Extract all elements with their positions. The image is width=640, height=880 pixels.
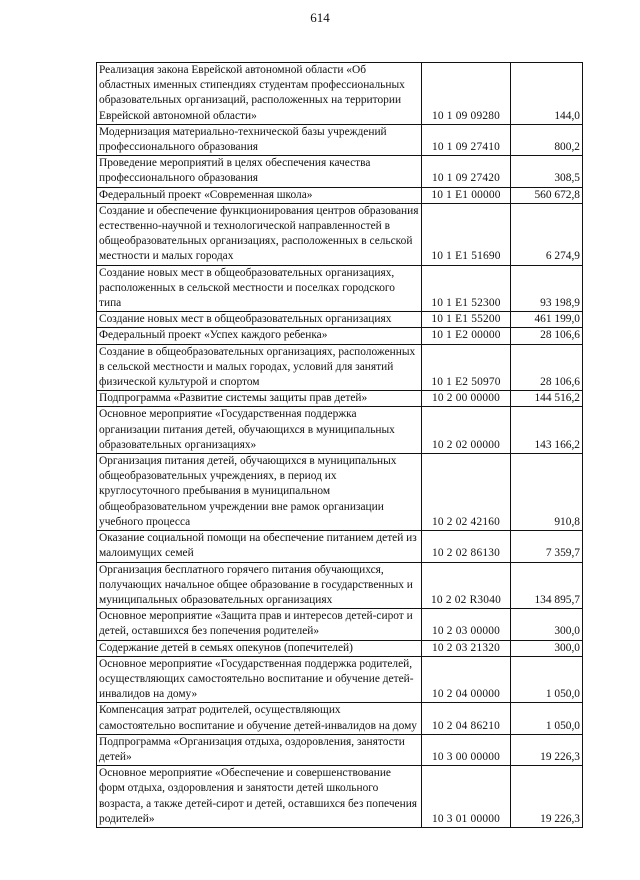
table-row bbox=[97, 124, 583, 155]
table-row bbox=[97, 156, 583, 187]
row-code-cell: 10 3 01 00000 bbox=[422, 766, 511, 828]
row-amount-cell: 308,5 bbox=[511, 156, 583, 187]
table-row bbox=[97, 640, 583, 656]
row-name-cell: Организация бесплатного горячего питания обучающихся, получающих начальное общее образование в государственных и муниципальных образовательных организациях bbox=[97, 562, 422, 609]
row-code-cell: 10 1 09 27420 bbox=[422, 156, 511, 187]
table-row bbox=[97, 344, 583, 391]
table-row bbox=[97, 203, 583, 265]
row-amount-cell: 300,0 bbox=[511, 640, 583, 656]
row-amount-cell: 1 050,0 bbox=[511, 703, 583, 734]
row-amount-cell: 7 359,7 bbox=[511, 531, 583, 562]
table-row bbox=[97, 703, 583, 734]
row-code-cell: 10 1 E1 52300 bbox=[422, 265, 511, 312]
table-row bbox=[97, 187, 583, 203]
row-name-cell: Компенсация затрат родителей, осуществляющих самостоятельно воспитание и обучение детей-инвалидов на дому bbox=[97, 703, 422, 734]
row-code-cell: 10 2 02 00000 bbox=[422, 407, 511, 454]
row-amount-cell: 134 895,7 bbox=[511, 562, 583, 609]
row-code-cell: 10 2 03 21320 bbox=[422, 640, 511, 656]
row-code-cell: 10 2 00 00000 bbox=[422, 391, 511, 407]
row-amount-cell: 93 198,9 bbox=[511, 265, 583, 312]
budget-table bbox=[96, 62, 583, 828]
row-name-cell: Подпрограмма «Организация отдыха, оздоровления, занятости детей» bbox=[97, 734, 422, 765]
table-row bbox=[97, 265, 583, 312]
row-amount-cell: 19 226,3 bbox=[511, 766, 583, 828]
row-name-cell: Основное мероприятие «Обеспечение и совершенствование форм отдыха, оздоровления и занятости детей школьного возраста, а также детей-сирот и детей, оставшихся без попечения родителей» bbox=[97, 766, 422, 828]
table-row bbox=[97, 531, 583, 562]
table-row bbox=[97, 609, 583, 640]
row-code-cell: 10 1 09 27410 bbox=[422, 124, 511, 155]
row-amount-cell: 144,0 bbox=[511, 63, 583, 125]
row-amount-cell: 910,8 bbox=[511, 454, 583, 531]
row-code-cell: 10 1 E1 55200 bbox=[422, 312, 511, 328]
row-name-cell: Создание в общеобразовательных организациях, расположенных в сельской местности и малых городах, условий для занятий физической культурой и спортом bbox=[97, 344, 422, 391]
row-name-cell: Федеральный проект «Успех каждого ребенка» bbox=[97, 328, 422, 344]
row-name-cell: Модернизация материально-технической базы учреждений профессионального образования bbox=[97, 124, 422, 155]
row-amount-cell: 19 226,3 bbox=[511, 734, 583, 765]
row-amount-cell: 461 199,0 bbox=[511, 312, 583, 328]
row-name-cell: Оказание социальной помощи на обеспечение питанием детей из малоимущих семей bbox=[97, 531, 422, 562]
row-amount-cell: 300,0 bbox=[511, 609, 583, 640]
table-row bbox=[97, 734, 583, 765]
row-amount-cell: 560 672,8 bbox=[511, 187, 583, 203]
row-code-cell: 10 2 02 R3040 bbox=[422, 562, 511, 609]
row-amount-cell: 800,2 bbox=[511, 124, 583, 155]
row-name-cell: Содержание детей в семьях опекунов (попечителей) bbox=[97, 640, 422, 656]
table-row bbox=[97, 766, 583, 828]
row-code-cell: 10 2 03 00000 bbox=[422, 609, 511, 640]
table-row bbox=[97, 407, 583, 454]
row-code-cell: 10 2 02 42160 bbox=[422, 454, 511, 531]
table-row bbox=[97, 454, 583, 531]
row-name-cell: Создание новых мест в общеобразовательных организациях, расположенных в сельской местности и поселках городского типа bbox=[97, 265, 422, 312]
table-row bbox=[97, 391, 583, 407]
row-name-cell: Организация питания детей, обучающихся в муниципальных общеобразовательных учреждениях, в период их круглосуточного пребывания в муниципальном общеобразовательном учреждении вне рамок организации учебного процесса bbox=[97, 454, 422, 531]
row-code-cell: 10 1 09 09280 bbox=[422, 63, 511, 125]
table-row bbox=[97, 656, 583, 703]
row-code-cell: 10 2 04 86210 bbox=[422, 703, 511, 734]
row-amount-cell: 144 516,2 bbox=[511, 391, 583, 407]
row-code-cell: 10 1 E1 00000 bbox=[422, 187, 511, 203]
row-amount-cell: 143 166,2 bbox=[511, 407, 583, 454]
page-number: 614 bbox=[310, 10, 330, 25]
row-name-cell: Федеральный проект «Современная школа» bbox=[97, 187, 422, 203]
row-name-cell: Создание новых мест в общеобразовательных организациях bbox=[97, 312, 422, 328]
row-amount-cell: 28 106,6 bbox=[511, 328, 583, 344]
table-row bbox=[97, 328, 583, 344]
row-name-cell: Основное мероприятие «Государственная поддержка родителей, осуществляющих самостоятельно воспитание и обучение детей-инвалидов на дому» bbox=[97, 656, 422, 703]
row-amount-cell: 28 106,6 bbox=[511, 344, 583, 391]
table-row bbox=[97, 312, 583, 328]
row-name-cell: Основное мероприятие «Государственная поддержка организации питания детей, обучающихся в муниципальных образовательных организациях» bbox=[97, 407, 422, 454]
row-name-cell: Создание и обеспечение функционирования центров образования естественно-научной и технологической направленностей в общеобразовательных организациях, расположенных в сельской местности и малых городах bbox=[97, 203, 422, 265]
row-code-cell: 10 2 02 86130 bbox=[422, 531, 511, 562]
row-name-cell: Проведение мероприятий в целях обеспечения качества профессионального образования bbox=[97, 156, 422, 187]
row-code-cell: 10 3 00 00000 bbox=[422, 734, 511, 765]
row-code-cell: 10 1 E1 51690 bbox=[422, 203, 511, 265]
table-row bbox=[97, 63, 583, 125]
table-row bbox=[97, 562, 583, 609]
budget-table-body bbox=[97, 63, 583, 828]
row-amount-cell: 1 050,0 bbox=[511, 656, 583, 703]
row-name-cell: Основное мероприятие «Защита прав и интересов детей-сирот и детей, оставшихся без попечения родителей» bbox=[97, 609, 422, 640]
row-code-cell: 10 1 E2 50970 bbox=[422, 344, 511, 391]
row-amount-cell: 6 274,9 bbox=[511, 203, 583, 265]
row-code-cell: 10 1 E2 00000 bbox=[422, 328, 511, 344]
row-name-cell: Подпрограмма «Развитие системы защиты прав детей» bbox=[97, 391, 422, 407]
row-code-cell: 10 2 04 00000 bbox=[422, 656, 511, 703]
row-name-cell: Реализация закона Еврейской автономной области «Об областных именных стипендиях студентам профессиональных образовательных организаций, расположенных на территории Еврейской автономной области» bbox=[97, 63, 422, 125]
